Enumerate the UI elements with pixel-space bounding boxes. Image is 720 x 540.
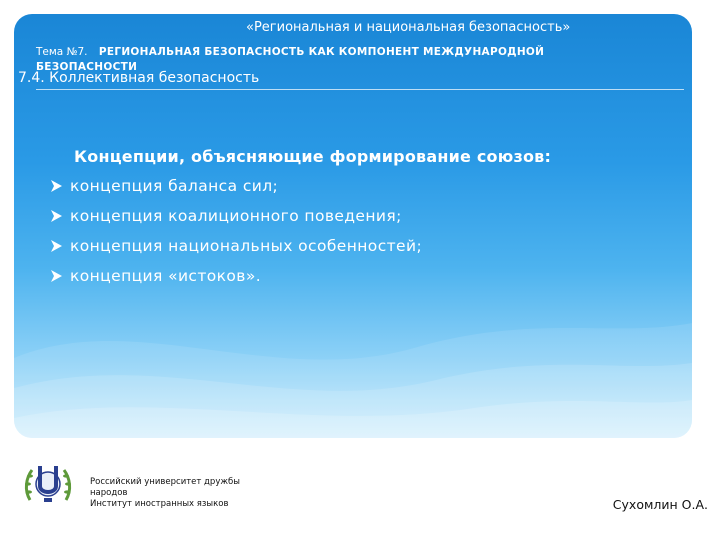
arrowhead-bullet-icon xyxy=(50,240,62,252)
content-heading: Концепции, объясняющие формирование союзов: xyxy=(74,147,552,166)
university-info xyxy=(90,477,240,510)
wave-decoration xyxy=(14,268,692,438)
university-name: Российский университет дружбы xyxy=(90,477,240,487)
header-divider xyxy=(36,89,684,90)
bullet-text: концепция национальных особенностей; xyxy=(70,237,423,255)
university-emblem-icon xyxy=(22,460,74,508)
author-name: Сухомлин О.А. xyxy=(612,497,708,512)
bullet-text: концепция коалиционного поведения; xyxy=(70,207,402,225)
arrowhead-bullet-icon xyxy=(50,270,62,282)
topic-number: Тема №7. xyxy=(36,46,88,58)
topic-title: РЕГИОНАЛЬНАЯ БЕЗОПАСНОСТЬ КАК КОМПОНЕНТ МЕЖДУНАРОДНОЙ БЕЗОПАСНОСТИ xyxy=(36,46,545,73)
course-title: «Региональная и национальная безопасность» xyxy=(246,20,571,35)
institute-name: Институт иностранных языков xyxy=(90,499,229,509)
section-title: 7.4. Коллективная безопасность xyxy=(18,70,260,86)
bullet-text: концепция баланса сил; xyxy=(70,177,279,195)
university-name-cont: народов xyxy=(90,488,128,498)
arrowhead-bullet-icon xyxy=(50,210,62,222)
bullet-text: концепция «истоков». xyxy=(70,267,262,285)
arrowhead-bullet-icon xyxy=(50,180,62,192)
